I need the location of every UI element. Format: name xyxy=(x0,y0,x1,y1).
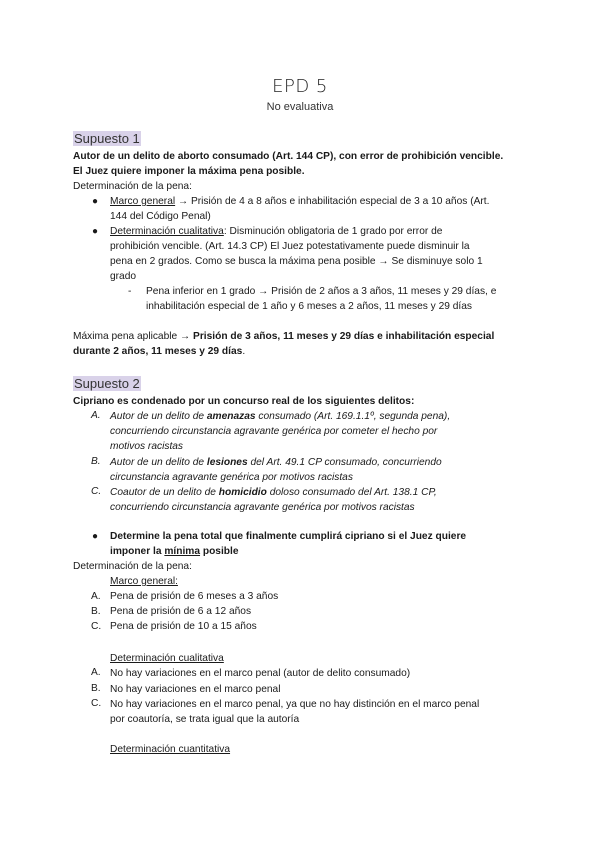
s1-intro-line-2: El Juez quiere imponer la máxima pena posible. xyxy=(73,166,305,177)
s1-cualitativa-line-1: Determinación cualitativa: Disminución obligatoria de 1 grado por error de xyxy=(110,226,443,237)
s1-maxima-pena-line-1: Máxima pena aplicable → Prisión de 3 años, 11 meses y 29 días e inhabilitación especial xyxy=(73,331,495,342)
s2-intro: Cipriano es condenado por un concurso real de los siguientes delitos: xyxy=(73,396,415,407)
page-title: EPD 5 xyxy=(272,76,328,97)
s2-dc-item-c-line-2: por coautoría, se trata igual que la autoría xyxy=(110,714,300,725)
section-heading-supuesto-2: Supuesto 2 xyxy=(74,376,140,391)
s1-cualitativa-line-4: grado xyxy=(110,271,137,282)
s2-dc-item-b: No hay variaciones en el marco penal xyxy=(110,684,281,695)
s2-item-letter-c: C. xyxy=(91,486,102,497)
s1-maxima-pena-line-2: durante 2 años, 11 meses y 29 días. xyxy=(73,346,246,357)
s2-question-line-1: Determine la pena total que finalmente cumplirá cipriano si el Juez quiere xyxy=(110,531,467,542)
s2-item-c-line-1: Coautor de un delito de homicidio doloso consumado del Art. 138.1 CP, xyxy=(110,487,437,498)
s2-item-letter-b: B. xyxy=(91,456,101,467)
s2-mg-letter-c: C. xyxy=(91,621,102,632)
s2-cualitativa-label: Determinación cualitativa xyxy=(110,653,224,664)
s1-cualitativa-line-2: prohibición vencible. (Art. 14.3 CP) El Juez potestativamente puede disminuir la xyxy=(110,241,470,252)
s1-determinacion-label: Determinación de la pena: xyxy=(73,181,192,192)
s2-mg-item-b: Pena de prisión de 6 a 12 años xyxy=(110,606,252,617)
s2-item-b-line-2: circunstancia agravante genérica por motivos racistas xyxy=(110,472,353,483)
s1-pena-inferior-line-1: Pena inferior en 1 grado → Prisión de 2 años a 3 años, 11 meses y 29 días, e xyxy=(146,286,497,297)
s2-dc-item-c-line-1: No hay variaciones en el marco penal, ya que no hay distinción en el marco penal xyxy=(110,699,480,710)
bullet-dot-icon: ● xyxy=(92,196,99,207)
bullet-dot-icon: ● xyxy=(92,226,99,237)
s1-cualitativa-line-3: pena en 2 grados. Como se busca la máxima pena posible → Se disminuye solo 1 xyxy=(110,256,483,267)
bullet-dot-icon: ● xyxy=(92,531,99,542)
s2-cuantitativa-label: Determinación cuantitativa xyxy=(110,744,231,755)
s2-item-a-line-2: concurriendo circunstancia agravante genérica por cometer el hecho por xyxy=(110,426,438,437)
s1-marco-general-line-1: Marco general → Prisión de 4 a 8 años e inhabilitación especial de 3 a 10 años (Art. xyxy=(110,196,490,207)
s2-dc-letter-c: C. xyxy=(91,698,102,709)
s2-question-line-2: imponer la mínima posible xyxy=(110,546,239,557)
page-subtitle: No evaluativa xyxy=(266,101,334,113)
s2-mg-letter-b: B. xyxy=(91,606,101,617)
s2-determinacion-label: Determinación de la pena: xyxy=(73,561,192,572)
s1-marco-general-line-2: 144 del Código Penal) xyxy=(110,211,211,222)
s2-item-a-line-1: Autor de un delito de amenazas consumado (Art. 169.1.1º, segunda pena), xyxy=(110,411,451,422)
dash-bullet-icon: - xyxy=(128,286,132,297)
s1-intro-line-1: Autor de un delito de aborto consumado (Art. 144 CP), con error de prohibición vencible. xyxy=(73,151,504,162)
s2-marco-general-label: Marco general: xyxy=(110,576,178,587)
s2-dc-letter-a: A. xyxy=(91,667,101,678)
s2-mg-item-c: Pena de prisión de 10 a 15 años xyxy=(110,621,257,632)
s2-item-c-line-2: concurriendo circunstancia agravante genérica por motivos racistas xyxy=(110,502,415,513)
s2-item-a-line-3: motivos racistas xyxy=(110,441,184,452)
s2-dc-letter-b: B. xyxy=(91,683,101,694)
s2-item-letter-a: A. xyxy=(91,410,101,421)
s1-pena-inferior-line-2: inhabilitación especial de 1 año y 6 meses a 2 años, 11 meses y 29 días xyxy=(146,301,473,312)
section-heading-supuesto-1: Supuesto 1 xyxy=(74,131,140,146)
s2-mg-letter-a: A. xyxy=(91,591,101,602)
s2-dc-item-a: No hay variaciones en el marco penal (autor de delito consumado) xyxy=(110,668,411,679)
s2-mg-item-a: Pena de prisión de 6 meses a 3 años xyxy=(110,591,279,602)
s2-item-b-line-1: Autor de un delito de lesiones del Art. 49.1 CP consumado, concurriendo xyxy=(110,457,442,468)
